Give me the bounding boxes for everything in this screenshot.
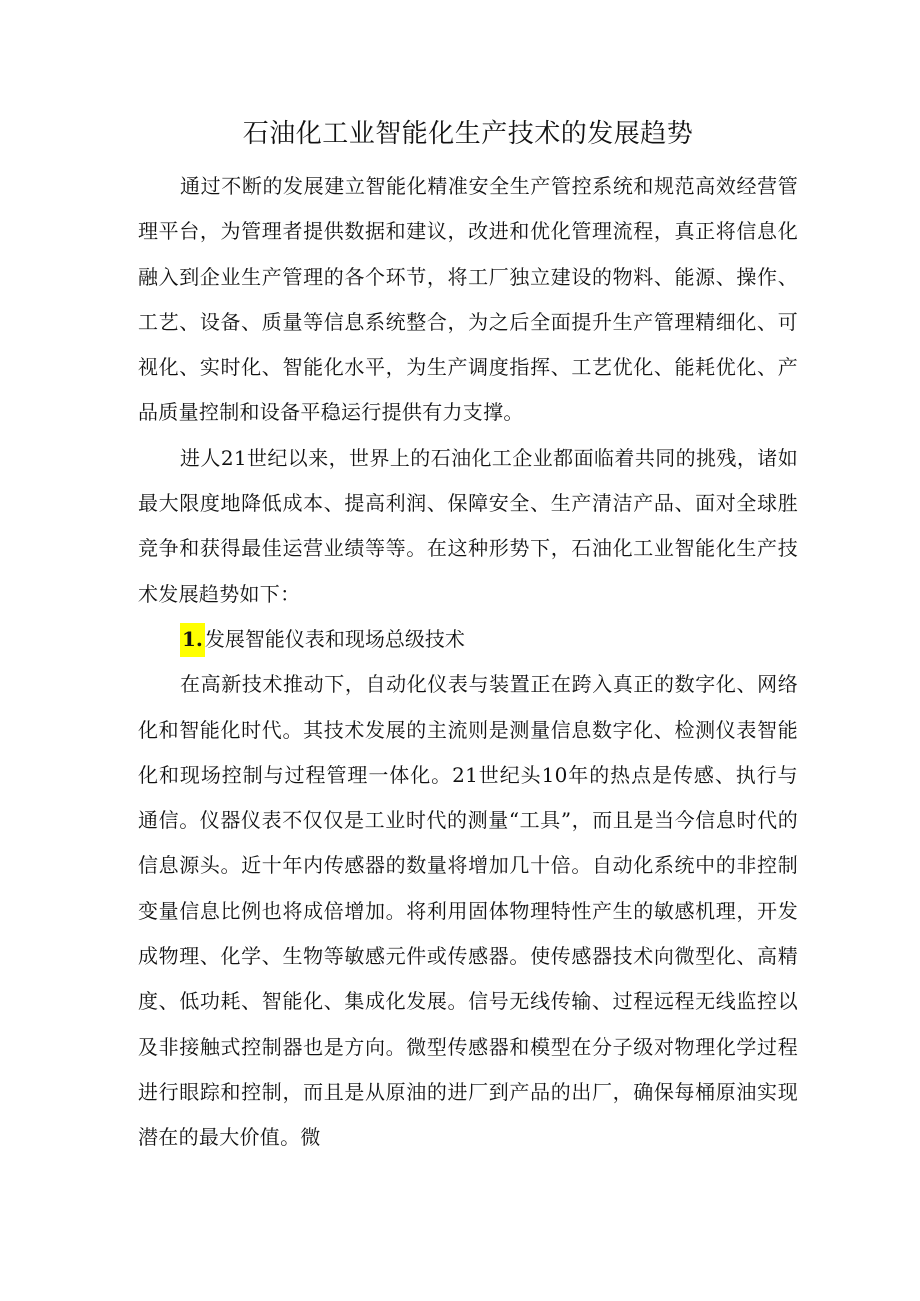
document-title: 石油化工业智能化生产技术的发展趋势 <box>242 119 694 149</box>
section-number-highlight: 1. <box>180 623 205 657</box>
paragraph-trends: 进人21世纪以来，世界上的石油化工企业都面临着共同的挑残，诸如最大限度地降低成本、提高利润、保障安全、生产清洁产品、面对全球胜竞争和获得最佳运营业绩等等。在这种形势下，石油化工业智能化生产技术发展趋势如下： <box>138 445 798 606</box>
paragraph-intro: 通过不断的发展建立智能化精准安全生产管控系统和规范高效经营管理平台，为管理者提供数据和建议，改进和优化管理流程，真正将信息化融入到企业生产管理的各个环节，将工厂独立建设的物料、能源、操作、工艺、设备、质量等信息系统整合，为之后全面提升生产管理精细化、可视化、实时化、智能化水平，为生产调度指挥、工艺优化、能耗优化、产品质量控制和设备平稳运行提供有力支撑。 <box>138 174 798 425</box>
document-body <box>138 110 798 1161</box>
section-heading <box>138 617 798 662</box>
paragraph-section-body: 在高新技术推动下，自动化仪表与装置正在跨入真正的数字化、网络化和智能化时代。其技术发展的主流则是测量信息数字化、检测仪表智能化和现场控制与过程管理一体化。21世纪头10年的热点是传感、执行与通信。仪器仪表不仅仅是工业时代的测量“工具”，而且是当今信息时代的信息源头。近十年内传感器的数量将增加几十倍。自动化系统中的非控制变量信息比例也将成倍增加。将利用固体物理特性产生的敏感机理，开发成物理、化学、生物等敏感元件或传感器。使传感器技术向微型化、高精度、低功耗、智能化、集成化发展。信号无线传输、过程远程无线监控以及非接触式控制器也是方向。微型传感器和模型在分子级对物理化学过程进行眼踪和控制，而且是从原油的进厂到产品的出厂，确保每桶原油实现潜在的最大价值。微 <box>138 672 798 1150</box>
section-heading-text: 发展智能仪表和现场总级技术 <box>204 626 465 651</box>
